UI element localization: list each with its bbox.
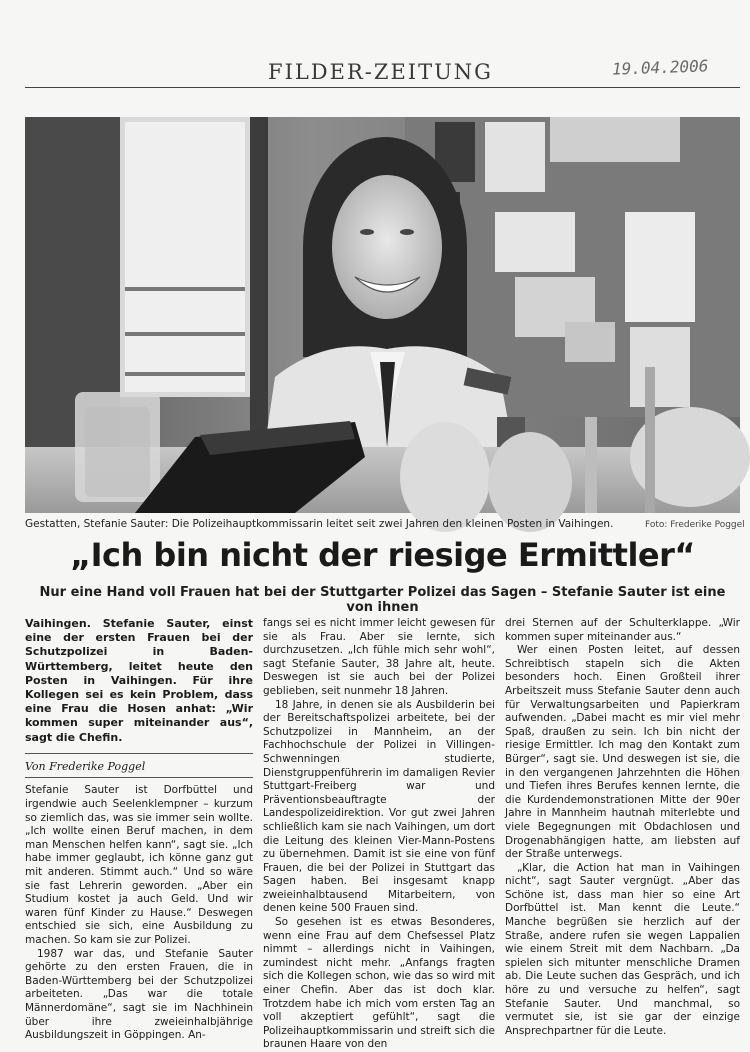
text-column-1 bbox=[25, 617, 253, 1043]
body-paragraph: 1987 war das, und Stefanie Sauter gehörte zu den ersten Frauen, die in Baden-Württemberg bei der Schutzpolizei arbeiteten. „Das war die totale Männerdomäne“, sagt sie im Nachhinein über ihre zweieinhalbjährige Ausbildungszeit in Göppingen. An- bbox=[25, 947, 253, 1042]
masthead-rule bbox=[25, 87, 740, 88]
body-paragraph: So gesehen ist es etwas Besonderes, wenn eine Frau auf dem Chefsessel Platz nimmt – allerdings nicht in Vaihingen, zumindest nicht mehr. „Anfangs fragten sich die Kollegen schon, wie das so wird mit einer Chefin. Aber das ist doch klar. Trotzdem habe ich mich vom ersten Tag an voll akzeptiert gefühlt“, sagt die Polizeihauptkommissarin und streift sich die braunen Haare von den bbox=[263, 916, 495, 1051]
body-paragraph: 18 Jahre, in denen sie als Ausbilderin bei der Bereitschaftspolizei arbeitete, bei der Schutzpolizei in Mannheim, an der Fachhochschule der Polizei in Villingen-Schwenningen studierte, Dienstgruppenführerin im damaligen Revier Stuttgart-Freiberg war und Präventionsbeauftragte der Landespolizeidirektion. Vor gut zwei Jahren schließlich kam sie nach Vaihingen, um dort die Leitung des kleinen Vier-Mann-Postens zu übernehmen. Damit ist sie eine von fünf Frauen, die bei der Polizei in Stuttgart das Sagen haben. Bei insgesamt knapp zweieinhalbtausend Mitarbeitern, von denen keine 500 Frauen sind. bbox=[263, 698, 495, 915]
body-paragraph: Stefanie Sauter ist Dorfbüttel und irgendwie auch Seelenklempner – kurzum so ziemlich das, was sie immer sein wollte. „Ich wollte einen Beruf machen, in dem man Menschen helfen kann“, sagt sie. „Ich habe immer geglaubt, ich könne ganz gut mit anderen. Stimmt auch.“ Und so wäre sie fast Lehrerin geworden. „Aber ein Studium kostet ja auch Geld. Und wir waren fünf Kinder zu Hause.“ Deswegen entschied sie sich, eine Ausbildung zu machen. So kam sie zur Polizei. bbox=[25, 784, 253, 946]
article-subheadline: Nur eine Hand voll Frauen hat bei der Stuttgarter Polizei das Sagen – Stefanie Sauter ist eine von ihnen bbox=[39, 585, 726, 615]
handwritten-date: 19.04.2006 bbox=[611, 56, 709, 79]
body-paragraph: fangs sei es nicht immer leicht gewesen für sie als Frau. Aber sie lernte, sich durchzusetzen. „Ich fühle mich sehr wohl“, sagt Stefanie Sauter, 38 Jahre alt, heute. Deswegen ist sie auch bei der Polizei geblieben, seit nunmehr 18 Jahren. bbox=[263, 617, 495, 697]
article-headline: „Ich bin nicht der riesige Ermittler“ bbox=[70, 536, 695, 574]
lead-location: Vaihingen. bbox=[25, 617, 91, 630]
photo-credit: Foto: Frederike Poggel bbox=[645, 520, 745, 530]
lead-paragraph bbox=[25, 617, 253, 745]
article-photo bbox=[25, 117, 740, 513]
newspaper-masthead: FILDER-ZEITUNG bbox=[268, 60, 493, 84]
lead-text: Stefanie Sauter, einst eine der ersten Frauen bei der Schutzpolizei in Baden-Württemberg, leitet heute den Posten in Vaihingen. Für ihre Kollegen sei es kein Problem, dass eine Frau die Hosen anhat: „Wir kommen super miteinander aus“, sagt die Chefin. bbox=[25, 617, 253, 744]
body-paragraph: drei Sternen auf der Schulterklappe. „Wir kommen super miteinander aus.“ bbox=[505, 617, 740, 643]
body-paragraph: „Klar, die Action hat man in Vaihingen nicht“, sagt Sauter vergnügt. „Aber das Schöne ist, dass man hier so eine Art Dorfbüttel ist. Man kennt die Leute.“ Manche begrüßen sie herzlich auf der Straße, andere rufen sie wegen Lappalien wie einem Streit mit dem Nachbarn. „Da spielen sich mitunter menschliche Dramen ab. Die Leute suchen das Gespräch, und ich höre zu und versuche zu helfen“, sagt Stefanie Sauter. Und manchmal, so vermutet sie, ist sie gar der einzige Ansprechpartner für die Leute. bbox=[505, 861, 740, 1037]
text-column-2 bbox=[263, 617, 495, 1052]
byline-rule-top bbox=[25, 753, 253, 754]
body-paragraph: Wer einen Posten leitet, auf dessen Schreibtisch stapeln sich die Akten besonders hoch. Einen Großteil ihrer Arbeitszeit muss Stefanie Sauter denn auch für Verwaltungsarbeiten und Papierkram aufwenden. „Dabei macht es mir viel mehr Spaß, draußen zu sein. Ich bin nicht der riesige Ermittler. Ich mag den Kontakt zum Bürger“, sagt sie. Und deswegen ist sie, die in den vergangenen Jahrzehnten die Höhen und Tiefen ihres Berufes kennen lernte, die die Kurdendemonstrationen Mitte der 90er Jahre in Mannheim hautnah miterlebte und viele Begegnungen mit Obdachlosen und Drogenabhängigen hatte, am liebsten auf der Straße unterwegs. bbox=[505, 644, 740, 861]
text-column-3 bbox=[505, 617, 740, 1038]
byline-rule-bottom bbox=[25, 777, 253, 778]
photo-caption: Gestatten, Stefanie Sauter: Die Polizeihauptkommissarin leitet seit zwei Jahren den kleinen Posten in Vaihingen. bbox=[25, 518, 614, 530]
byline: Von Frederike Poggel bbox=[25, 759, 146, 773]
